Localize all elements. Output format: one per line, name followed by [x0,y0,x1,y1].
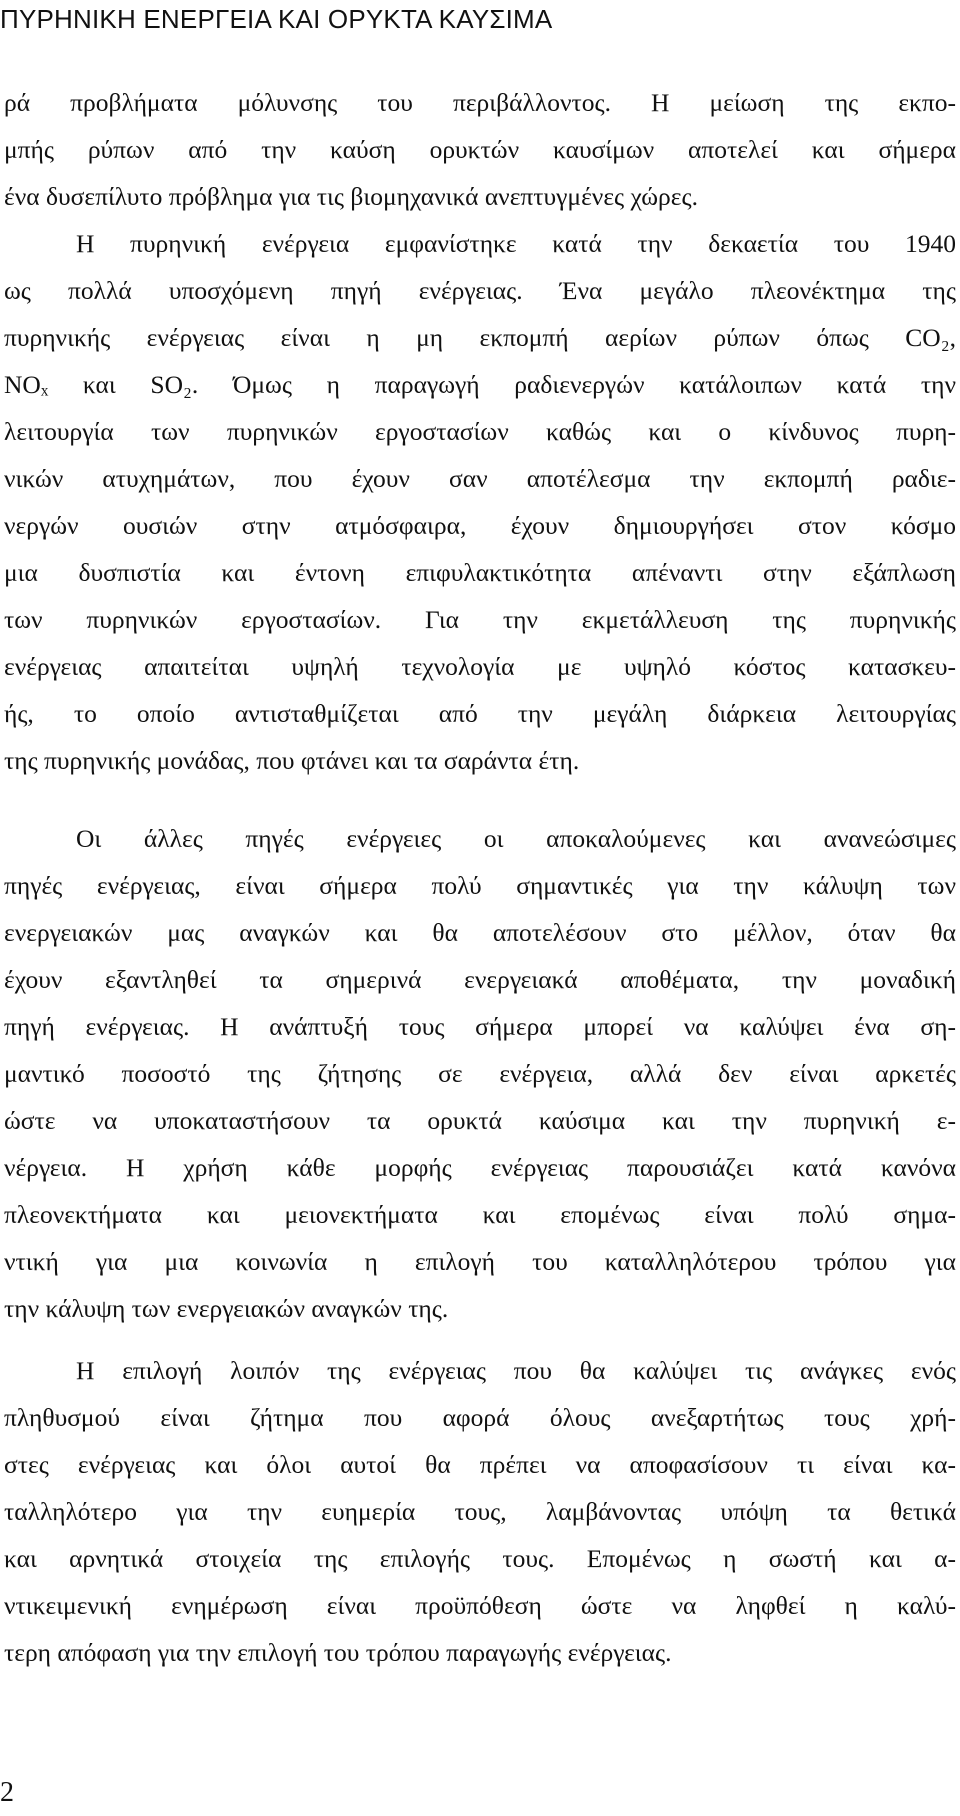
text-line: ντική για μια κοινωνία η επιλογή του καταλληλότερου τρόπου για [4,1247,956,1276]
text-line: Η πυρηνική ενέργεια εμφανίστηκε κατά την δεκαετία του 1940 [76,229,956,258]
text-line: έχουν εξαντληθεί τα σημερινά ενεργειακά αποθέματα, την μοναδική [4,965,956,994]
text-line: και αρνητικά στοιχεία της επιλογής τους. Επομένως η σωστή και α- [4,1544,956,1573]
text-line: στες ενέργειας και όλοι αυτοί θα πρέπει να αποφασίσουν τι είναι κα- [4,1450,956,1479]
text-line: πληθυσμού είναι ζήτημα που αφορά όλους ανεξαρτήτως τους χρή- [4,1403,956,1432]
text-line: τερη απόφαση για την επιλογή του τρόπου παραγωγής ενέργειας. [4,1638,672,1667]
text-line: πηγή ενέργειας. Η ανάπτυξή τους σήμερα μπορεί να καλύψει ένα ση- [4,1012,956,1041]
text-line: ντικειμενική ενημέρωση είναι προϋπόθεση ώστε να ληφθεί η καλύ- [4,1591,956,1620]
text-line: νεργών ουσιών στην ατμόσφαιρα, έχουν δημιουργήσει στον κόσμο [4,511,956,540]
text-line: πηγές ενέργειας, είναι σήμερα πολύ σημαντικές για την κάλυψη των [4,871,956,900]
text-line: ταλληλότερο για την ευημερία τους, λαμβάνοντας υπόψη τα θετικά [4,1497,956,1526]
text-line: μπής ρύπων από την καύση ορυκτών καυσίμων αποτελεί και σήμερα [4,135,956,164]
text-line: ρά προβλήματα μόλυνσης του περιβάλλοντος. Η μείωση της εκπο- [4,88,956,117]
page-number: 2 [0,1777,14,1808]
text-line: Οι άλλες πηγές ενέργειες οι αποκαλούμενες και ανανεώσιμες [76,824,956,853]
text-line: της πυρηνικής μονάδας, που φτάνει και τα σαράντα έτη. [4,746,580,775]
text-line: ενεργειακών μας αναγκών και θα αποτελέσουν στο μέλλον, όταν θα [4,918,956,947]
text-line: πλεονεκτήματα και μειονεκτήματα και επομένως είναι πολύ σημα- [4,1200,956,1229]
text-line: νικών ατυχημάτων, που έχουν σαν αποτέλεσμα την εκπομπή ραδιε- [4,464,956,493]
text-line: λειτουργία των πυρηνικών εργοστασίων καθώς και ο κίνδυνος πυρη- [4,417,956,446]
text-line: μαντικό ποσοστό της ζήτησης σε ενέργεια, αλλά δεν είναι αρκετές [4,1059,956,1088]
text-line: ένα δυσεπίλυτο πρόβλημα για τις βιομηχανικά ανεπτυγμένες χώρες. [4,182,698,211]
text-line: την κάλυψη των ενεργειακών αναγκών της. [4,1294,449,1323]
text-line: Η επιλογή λοιπόν της ενέργειας που θα καλύψει τις ανάγκες ενός [76,1356,956,1385]
text-line: ως πολλά υποσχόμενη πηγή ενέργειας. Ένα μεγάλο πλεονέκτημα της [4,276,956,305]
text-line: ενέργειας απαιτείται υψηλή τεχνολογία με υψηλό κόστος κατασκευ- [4,652,956,681]
text-line: ώστε να υποκαταστήσουν τα ορυκτά καύσιμα και την πυρηνική ε- [4,1106,956,1135]
page-header: ΠΥΡΗΝΙΚΗ ΕΝΕΡΓΕΙΑ ΚΑΙ ΟΡΥΚΤΑ ΚΑΥΣΙΜΑ [0,4,553,34]
text-line: πυρηνικής ενέργειας είναι η μη εκπομπή αερίων ρύπων όπως CO₂, [4,323,956,352]
text-line: NOₓ και SO₂. Όμως η παραγωγή ραδιενεργών κατάλοιπων κατά την [4,370,956,399]
text-line: των πυρηνικών εργοστασίων. Για την εκμετάλλευση της πυρηνικής [4,605,956,634]
text-line: νέργεια. Η χρήση κάθε μορφής ενέργειας παρουσιάζει κατά κανόνα [4,1153,956,1182]
text-line: ής, το οποίο αντισταθμίζεται από την μεγάλη διάρκεια λειτουργίας [4,699,956,728]
text-line: μια δυσπιστία και έντονη επιφυλακτικότητα απέναντι στην εξάπλωση [4,558,956,587]
